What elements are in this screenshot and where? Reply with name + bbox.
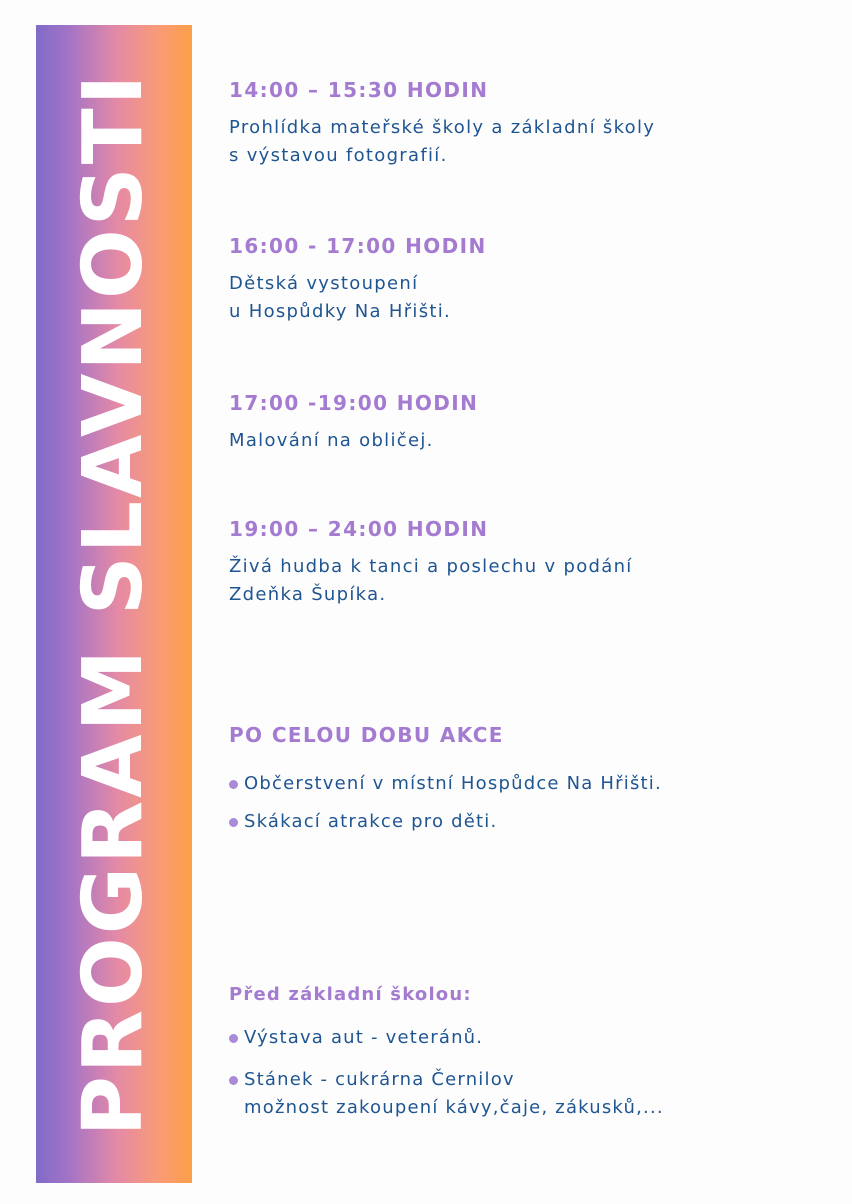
- banner-title: PROGRAM SLAVNOSTI: [66, 71, 161, 1137]
- all-day-list: [229, 770, 819, 836]
- list-item-text: Výstava aut - veteránů.: [244, 1027, 484, 1048]
- list-item: [229, 770, 819, 798]
- schedule-description: [229, 553, 819, 609]
- list-item: [229, 1066, 819, 1122]
- schedule-description: [229, 270, 819, 326]
- bullet-dot-icon: [229, 780, 238, 789]
- bullet-dot-icon: [229, 818, 238, 827]
- list-item-text: Občerstvení v místní Hospůdce Na Hřišti.: [244, 773, 662, 794]
- school-list: [229, 1024, 819, 1122]
- description-line: Prohlídka mateřské školy a základní školy: [229, 117, 656, 138]
- all-day-section: [229, 725, 819, 846]
- list-item-text: možnost zakoupení kávy,čaje, zákusků,...: [244, 1097, 664, 1118]
- schedule-item-3: [229, 393, 819, 455]
- description-line: Živá hudba k tanci a poslechu v podání: [229, 556, 633, 577]
- schedule-time: 16:00 - 17:00 HODIN: [229, 234, 487, 258]
- school-section: [229, 986, 819, 1132]
- school-heading: Před základní školou:: [229, 984, 472, 1005]
- description-line: Malování na obličej.: [229, 430, 434, 451]
- description-line: Dětská vystoupení: [229, 273, 419, 294]
- schedule-item-4: [229, 519, 819, 609]
- bullet-dot-icon: [229, 1034, 238, 1043]
- title-banner: [36, 25, 192, 1183]
- all-day-heading: PO CELOU DOBU AKCE: [229, 723, 504, 747]
- schedule-time: 14:00 – 15:30 HODIN: [229, 78, 489, 102]
- bullet-dot-icon: [229, 1076, 238, 1085]
- list-item-text: Stánek - cukrárna Černilov: [244, 1069, 515, 1090]
- list-item-text: Skákací atrakce pro děti.: [244, 811, 498, 832]
- description-line: u Hospůdky Na Hřišti.: [229, 301, 452, 322]
- schedule-time: 19:00 – 24:00 HODIN: [229, 517, 489, 541]
- schedule-item-2: [229, 236, 819, 326]
- description-line: s výstavou fotografií.: [229, 145, 448, 166]
- schedule-description: [229, 427, 819, 455]
- schedule-time: 17:00 -19:00 HODIN: [229, 391, 479, 415]
- schedule-item-1: [229, 80, 819, 170]
- list-item: [229, 1024, 819, 1052]
- schedule-description: [229, 114, 819, 170]
- list-item: [229, 808, 819, 836]
- description-line: Zdeňka Šupíka.: [229, 584, 387, 605]
